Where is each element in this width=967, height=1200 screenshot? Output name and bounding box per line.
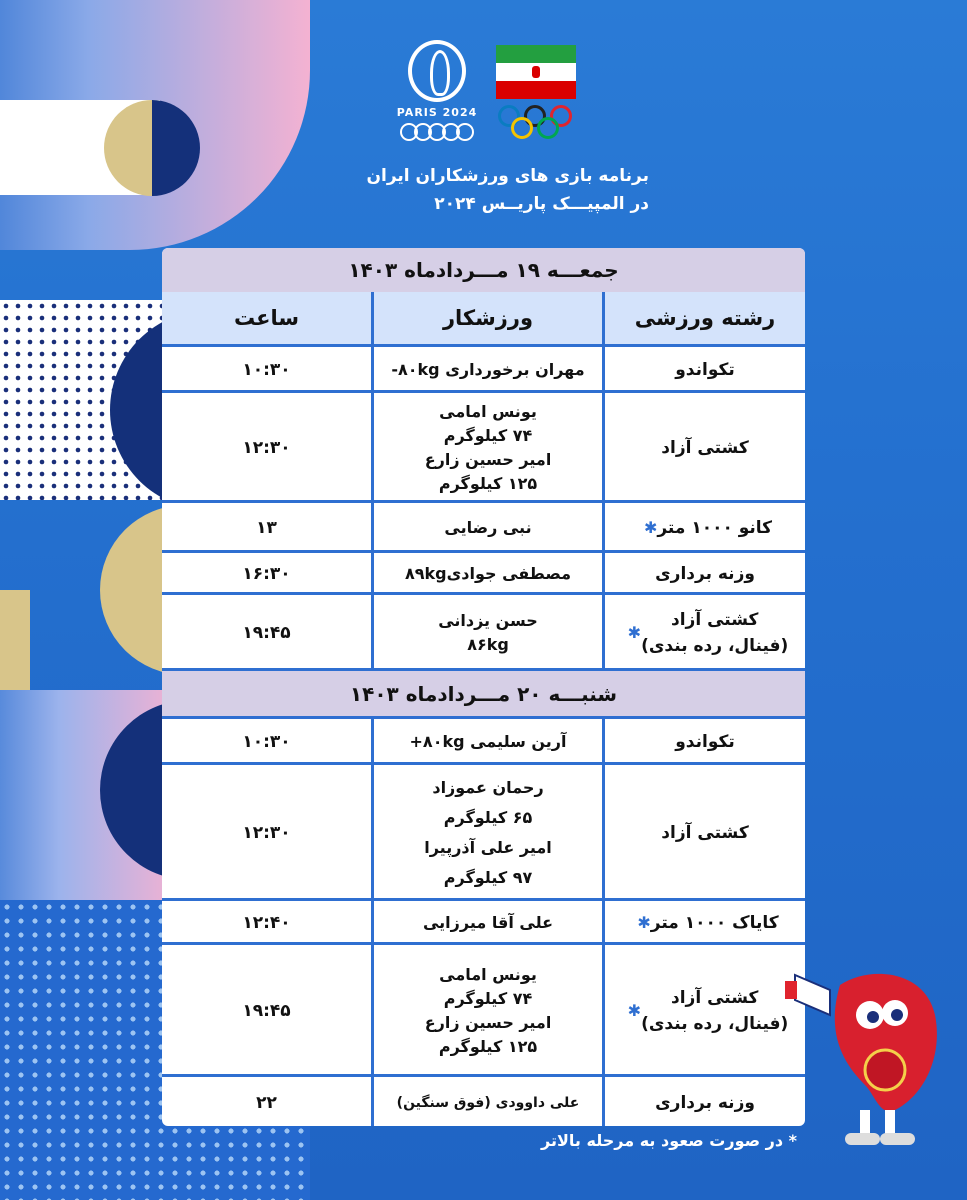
time-cell: ۱۰:۳۰	[162, 347, 374, 393]
time-cell: ۱۹:۴۵	[162, 945, 374, 1077]
athlete-cell: مهران برخورداری ۸۰kg-	[374, 347, 605, 393]
athlete-cell: حسن یزدانی ۸۶kg	[374, 595, 605, 671]
time-cell: ۱۹:۴۵	[162, 595, 374, 671]
athlete-cell: یونس امامی ۷۴ کیلوگرم امیر حسین زارع ۱۲۵ کیلوگرم	[374, 945, 605, 1077]
table-row	[162, 592, 805, 671]
day-header-2: شنبـــه ۲۰ مـــردادماه ۱۴۰۳	[162, 668, 805, 716]
footnote: * در صورت صعود به مرحله بالاتر	[541, 1131, 797, 1150]
athlete-cell: رحمان عموزاد ۶۵ کیلوگرم امیر علی آذرپیرا ۹۷ کیلوگرم	[374, 765, 605, 901]
megaphone-icon	[785, 975, 830, 1015]
asterisk-icon: ✱	[637, 913, 651, 932]
olympic-rings-color-icon	[498, 105, 578, 145]
table-row	[162, 390, 805, 503]
sport-cell	[605, 553, 805, 595]
table-row	[162, 344, 805, 393]
table-row	[162, 898, 805, 945]
sport-label: کشتی آزاد	[661, 823, 749, 843]
table-row	[162, 550, 805, 595]
sport-cell	[605, 503, 805, 553]
sport-label: تکواندو	[675, 732, 735, 752]
col-time: ساعت	[162, 292, 374, 344]
sport-label: کشتی آزاد (فینال، رده بندی)	[641, 988, 789, 1034]
iran-flag-icon	[496, 45, 576, 99]
schedule-table	[162, 248, 805, 1126]
decor-gold-bar	[0, 590, 30, 690]
day-header-1: جمعـــه ۱۹ مـــردادماه ۱۴۰۳	[162, 248, 805, 292]
olympic-rings-icon	[392, 123, 482, 141]
athlete-cell: آرین سلیمی ۸۰kg+	[374, 719, 605, 765]
page-title	[367, 162, 650, 218]
sport-label: کشتی آزاد	[661, 438, 749, 458]
sport-label: وزنه برداری	[655, 1093, 755, 1113]
table-row	[162, 762, 805, 901]
col-athlete: ورزشکار	[374, 292, 605, 344]
time-cell: ۱۲:۴۰	[162, 901, 374, 945]
table-row	[162, 942, 805, 1077]
athlete-cell: مصطفی جوادی۸۹kg	[374, 553, 605, 595]
athlete-cell: نبی رضایی	[374, 503, 605, 553]
table-row	[162, 1074, 805, 1126]
sport-label: تکواندو	[675, 360, 735, 380]
athlete-cell: علی داوودی (فوق سنگین)	[374, 1077, 605, 1126]
asterisk-icon: ✱	[627, 623, 642, 642]
decor-gold-circle	[104, 100, 200, 196]
title-line-2: در المپیـــک پاریــس ۲۰۲۴	[434, 194, 649, 214]
sport-cell	[605, 393, 805, 503]
asterisk-icon: ✱	[627, 1001, 642, 1020]
time-cell: ۱۳	[162, 503, 374, 553]
table-row	[162, 716, 805, 765]
table-row	[162, 500, 805, 553]
time-cell: ۱۲:۳۰	[162, 765, 374, 901]
sport-label: کانو ۱۰۰۰ متر	[657, 518, 773, 538]
col-sport: رشته ورزشی	[605, 292, 805, 344]
asterisk-icon: ✱	[643, 518, 658, 537]
sport-label: کایاک ۱۰۰۰ متر	[650, 913, 779, 933]
sport-cell	[605, 945, 805, 1077]
mascot-illustration	[785, 945, 945, 1155]
time-cell: ۱۲:۳۰	[162, 393, 374, 503]
title-line-1: برنامه بازی های ورزشکاران ایران	[366, 166, 649, 186]
athlete-cell: یونس امامی ۷۴ کیلوگرم امیر حسین زارع ۱۲۵ کیلوگرم	[374, 393, 605, 503]
time-cell: ۲۲	[162, 1077, 374, 1126]
sport-label: وزنه برداری	[655, 564, 755, 584]
sport-cell	[605, 765, 805, 901]
sport-cell	[605, 1077, 805, 1126]
sport-cell	[605, 719, 805, 765]
column-header-row	[162, 292, 805, 344]
sport-cell	[605, 901, 805, 945]
sport-cell	[605, 595, 805, 671]
logo-text: PARIS 2024	[396, 106, 478, 119]
time-cell: ۱۶:۳۰	[162, 553, 374, 595]
sport-cell	[605, 347, 805, 393]
sport-label: کشتی آزاد (فینال، رده بندی)	[641, 610, 789, 656]
paris-2024-logo	[392, 40, 482, 150]
athlete-cell: علی آقا میرزایی	[374, 901, 605, 945]
time-cell: ۱۰:۳۰	[162, 719, 374, 765]
flame-icon	[408, 40, 466, 102]
